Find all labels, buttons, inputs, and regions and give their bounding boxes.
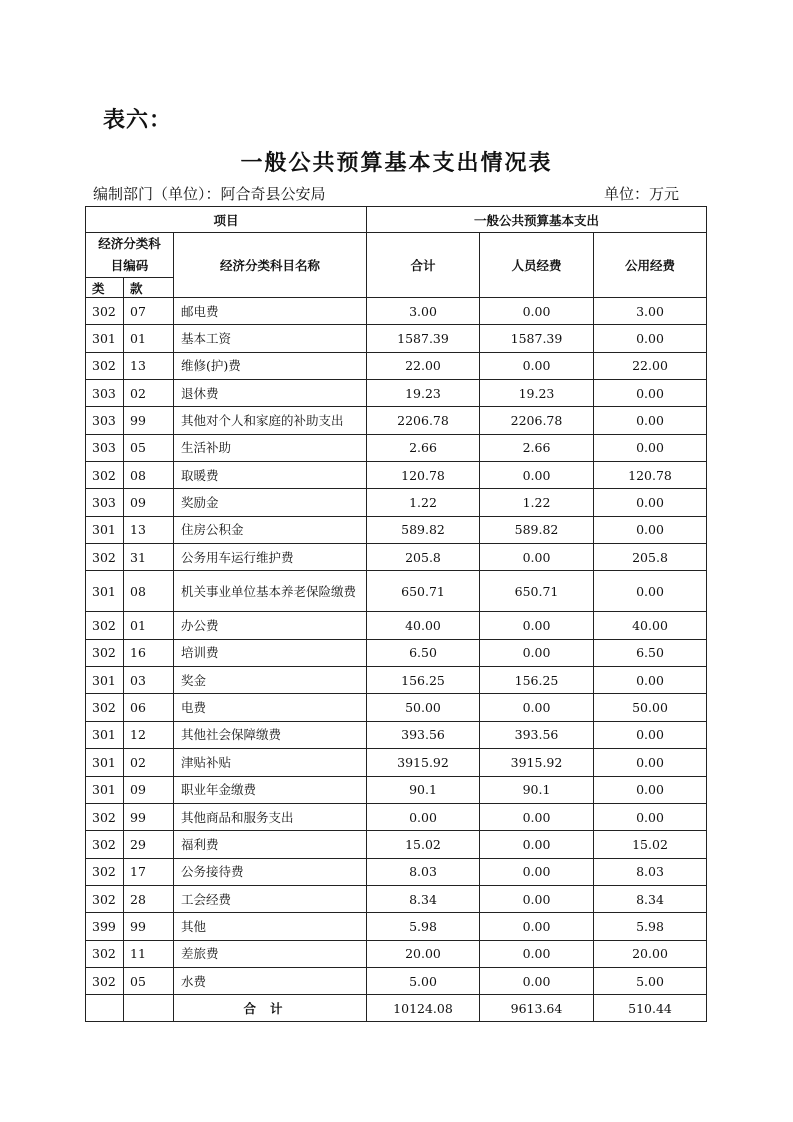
- row-public: 40.00: [594, 612, 707, 639]
- class-code: 301: [86, 749, 124, 776]
- row-personnel: 90.1: [480, 776, 594, 803]
- class-code: 302: [86, 352, 124, 379]
- table-row: [86, 544, 707, 571]
- kuan-code: 12: [124, 721, 174, 748]
- table-number-label: 表六：: [103, 108, 173, 133]
- header-item: 项目: [86, 207, 367, 233]
- class-code: 303: [86, 407, 124, 434]
- item-name: 其他社会保障缴费: [174, 721, 367, 748]
- table-row: [86, 516, 707, 543]
- row-total: 120.78: [367, 462, 480, 489]
- row-total: 5.00: [367, 967, 480, 994]
- item-name: 公务用车运行维护费: [174, 544, 367, 571]
- header-code: [86, 233, 174, 278]
- table-row: [86, 967, 707, 994]
- class-code: 301: [86, 667, 124, 694]
- item-name: 维修(护)费: [174, 352, 367, 379]
- budget-expenditure-table: [85, 206, 707, 1022]
- row-public: 5.00: [594, 967, 707, 994]
- row-total: 1587.39: [367, 325, 480, 352]
- row-personnel: 1587.39: [480, 325, 594, 352]
- row-total: 90.1: [367, 776, 480, 803]
- table-row: [86, 298, 707, 325]
- table-row: [86, 803, 707, 830]
- row-personnel: 0.00: [480, 639, 594, 666]
- row-public: 0.00: [594, 749, 707, 776]
- row-personnel: 0.00: [480, 858, 594, 885]
- row-personnel: 0.00: [480, 544, 594, 571]
- table-row: [86, 721, 707, 748]
- row-public: 8.03: [594, 858, 707, 885]
- class-code: 301: [86, 776, 124, 803]
- header-public: 公用经费: [594, 233, 707, 298]
- item-name: 电费: [174, 694, 367, 721]
- header-code-line1: 经济分类科: [98, 236, 161, 251]
- table-row: [86, 639, 707, 666]
- item-name: 工会经费: [174, 885, 367, 912]
- table-body: [86, 298, 707, 995]
- kuan-code: 09: [124, 776, 174, 803]
- header-name: 经济分类科目名称: [174, 233, 367, 298]
- item-name: 机关事业单位基本养老保险缴费: [174, 571, 367, 612]
- kuan-code: 29: [124, 831, 174, 858]
- header-personnel: 人员经费: [480, 233, 594, 298]
- row-personnel: 393.56: [480, 721, 594, 748]
- row-personnel: 2.66: [480, 434, 594, 461]
- kuan-code: 08: [124, 571, 174, 612]
- class-code: 302: [86, 462, 124, 489]
- row-personnel: 0.00: [480, 298, 594, 325]
- row-personnel: 0.00: [480, 352, 594, 379]
- item-name: 退休费: [174, 380, 367, 407]
- class-code: 302: [86, 694, 124, 721]
- row-personnel: 589.82: [480, 516, 594, 543]
- row-total: 205.8: [367, 544, 480, 571]
- row-total: 5.98: [367, 913, 480, 940]
- kuan-code: 13: [124, 352, 174, 379]
- row-personnel: 3915.92: [480, 749, 594, 776]
- kuan-code: 16: [124, 639, 174, 666]
- total-empty-kuan: [124, 995, 174, 1022]
- row-personnel: 2206.78: [480, 407, 594, 434]
- total-label: 合计: [174, 995, 367, 1022]
- class-code: 302: [86, 940, 124, 967]
- item-name: 住房公积金: [174, 516, 367, 543]
- kuan-code: 09: [124, 489, 174, 516]
- kuan-code: 07: [124, 298, 174, 325]
- kuan-code: 01: [124, 612, 174, 639]
- row-total: 8.03: [367, 858, 480, 885]
- kuan-code: 06: [124, 694, 174, 721]
- row-public: 205.8: [594, 544, 707, 571]
- kuan-code: 05: [124, 434, 174, 461]
- row-personnel: 0.00: [480, 913, 594, 940]
- item-name: 奖金: [174, 667, 367, 694]
- class-code: 302: [86, 612, 124, 639]
- row-public: 22.00: [594, 352, 707, 379]
- row-total: 50.00: [367, 694, 480, 721]
- table-row: [86, 694, 707, 721]
- kuan-code: 28: [124, 885, 174, 912]
- table-row: [86, 612, 707, 639]
- table-row: [86, 858, 707, 885]
- table-row: [86, 940, 707, 967]
- class-code: 302: [86, 858, 124, 885]
- header-budget: 一般公共预算基本支出: [367, 207, 707, 233]
- item-name: 其他: [174, 913, 367, 940]
- item-name: 办公费: [174, 612, 367, 639]
- kuan-code: 13: [124, 516, 174, 543]
- kuan-code: 11: [124, 940, 174, 967]
- row-personnel: 156.25: [480, 667, 594, 694]
- row-total: 3.00: [367, 298, 480, 325]
- row-total: 650.71: [367, 571, 480, 612]
- class-code: 302: [86, 831, 124, 858]
- class-code: 302: [86, 298, 124, 325]
- row-total: 3915.92: [367, 749, 480, 776]
- row-public: 0.00: [594, 407, 707, 434]
- table-row: [86, 913, 707, 940]
- item-name: 水费: [174, 967, 367, 994]
- row-public: 0.00: [594, 776, 707, 803]
- total-personnel: 9613.64: [480, 995, 594, 1022]
- row-total: 22.00: [367, 352, 480, 379]
- row-total: 19.23: [367, 380, 480, 407]
- row-total: 156.25: [367, 667, 480, 694]
- class-code: 301: [86, 571, 124, 612]
- table-row: [86, 380, 707, 407]
- row-total: 40.00: [367, 612, 480, 639]
- kuan-code: 99: [124, 913, 174, 940]
- table-row: [86, 352, 707, 379]
- header-class: 类: [86, 278, 124, 298]
- item-name: 基本工资: [174, 325, 367, 352]
- class-code: 302: [86, 544, 124, 571]
- table-row: [86, 571, 707, 612]
- row-personnel: 0.00: [480, 940, 594, 967]
- table-row: [86, 407, 707, 434]
- class-code: 303: [86, 489, 124, 516]
- row-public: 20.00: [594, 940, 707, 967]
- table-row: [86, 325, 707, 352]
- item-name: 取暖费: [174, 462, 367, 489]
- item-name: 培训费: [174, 639, 367, 666]
- kuan-code: 08: [124, 462, 174, 489]
- row-personnel: 650.71: [480, 571, 594, 612]
- kuan-code: 02: [124, 380, 174, 407]
- row-public: 0.00: [594, 434, 707, 461]
- row-public: 8.34: [594, 885, 707, 912]
- row-public: 0.00: [594, 571, 707, 612]
- row-personnel: 19.23: [480, 380, 594, 407]
- row-personnel: 0.00: [480, 462, 594, 489]
- row-public: 0.00: [594, 380, 707, 407]
- page-title: 一般公共预算基本支出情况表: [240, 151, 553, 176]
- class-code: 301: [86, 721, 124, 748]
- row-total: 393.56: [367, 721, 480, 748]
- item-name: 邮电费: [174, 298, 367, 325]
- row-public: 0.00: [594, 516, 707, 543]
- total-sum: 10124.08: [367, 995, 480, 1022]
- total-row: [86, 995, 707, 1022]
- row-personnel: 0.00: [480, 831, 594, 858]
- table-row: [86, 434, 707, 461]
- row-personnel: 1.22: [480, 489, 594, 516]
- row-total: 15.02: [367, 831, 480, 858]
- table-row: [86, 749, 707, 776]
- class-code: 302: [86, 885, 124, 912]
- table-row: [86, 667, 707, 694]
- row-total: 2206.78: [367, 407, 480, 434]
- item-name: 公务接待费: [174, 858, 367, 885]
- item-name: 职业年金缴费: [174, 776, 367, 803]
- table-row: [86, 885, 707, 912]
- item-name: 差旅费: [174, 940, 367, 967]
- class-code: 303: [86, 434, 124, 461]
- item-name: 生活补助: [174, 434, 367, 461]
- kuan-code: 02: [124, 749, 174, 776]
- row-public: 0.00: [594, 667, 707, 694]
- row-total: 20.00: [367, 940, 480, 967]
- kuan-code: 01: [124, 325, 174, 352]
- item-name: 津贴补贴: [174, 749, 367, 776]
- kuan-code: 99: [124, 803, 174, 830]
- item-name: 其他对个人和家庭的补助支出: [174, 407, 367, 434]
- row-public: 0.00: [594, 803, 707, 830]
- header-total: 合计: [367, 233, 480, 298]
- kuan-code: 99: [124, 407, 174, 434]
- item-name: 奖励金: [174, 489, 367, 516]
- row-public: 0.00: [594, 489, 707, 516]
- row-public: 5.98: [594, 913, 707, 940]
- table-row: [86, 489, 707, 516]
- row-total: 589.82: [367, 516, 480, 543]
- row-personnel: 0.00: [480, 967, 594, 994]
- class-code: 399: [86, 913, 124, 940]
- row-public: 6.50: [594, 639, 707, 666]
- class-code: 303: [86, 380, 124, 407]
- row-public: 15.02: [594, 831, 707, 858]
- item-name: 福利费: [174, 831, 367, 858]
- item-name: 其他商品和服务支出: [174, 803, 367, 830]
- kuan-code: 17: [124, 858, 174, 885]
- row-total: 6.50: [367, 639, 480, 666]
- row-public: 120.78: [594, 462, 707, 489]
- class-code: 301: [86, 516, 124, 543]
- header-code-line2: 目编码: [110, 258, 149, 273]
- kuan-code: 31: [124, 544, 174, 571]
- kuan-code: 05: [124, 967, 174, 994]
- row-public: 50.00: [594, 694, 707, 721]
- table-row: [86, 462, 707, 489]
- row-personnel: 0.00: [480, 885, 594, 912]
- class-code: 302: [86, 639, 124, 666]
- row-personnel: 0.00: [480, 694, 594, 721]
- header-kuan: 款: [124, 278, 174, 298]
- table-row: [86, 776, 707, 803]
- row-total: 8.34: [367, 885, 480, 912]
- class-code: 302: [86, 803, 124, 830]
- class-code: 301: [86, 325, 124, 352]
- table-row: [86, 831, 707, 858]
- row-total: 2.66: [367, 434, 480, 461]
- row-total: 0.00: [367, 803, 480, 830]
- row-personnel: 0.00: [480, 612, 594, 639]
- row-public: 0.00: [594, 325, 707, 352]
- row-personnel: 0.00: [480, 803, 594, 830]
- class-code: 302: [86, 967, 124, 994]
- row-public: 0.00: [594, 721, 707, 748]
- compiling-department: 编制部门（单位）：阿合奇县公安局: [93, 185, 326, 203]
- total-public: 510.44: [594, 995, 707, 1022]
- row-public: 3.00: [594, 298, 707, 325]
- kuan-code: 03: [124, 667, 174, 694]
- total-empty-class: [86, 995, 124, 1022]
- row-total: 1.22: [367, 489, 480, 516]
- currency-unit: 单位：万元: [603, 185, 679, 203]
